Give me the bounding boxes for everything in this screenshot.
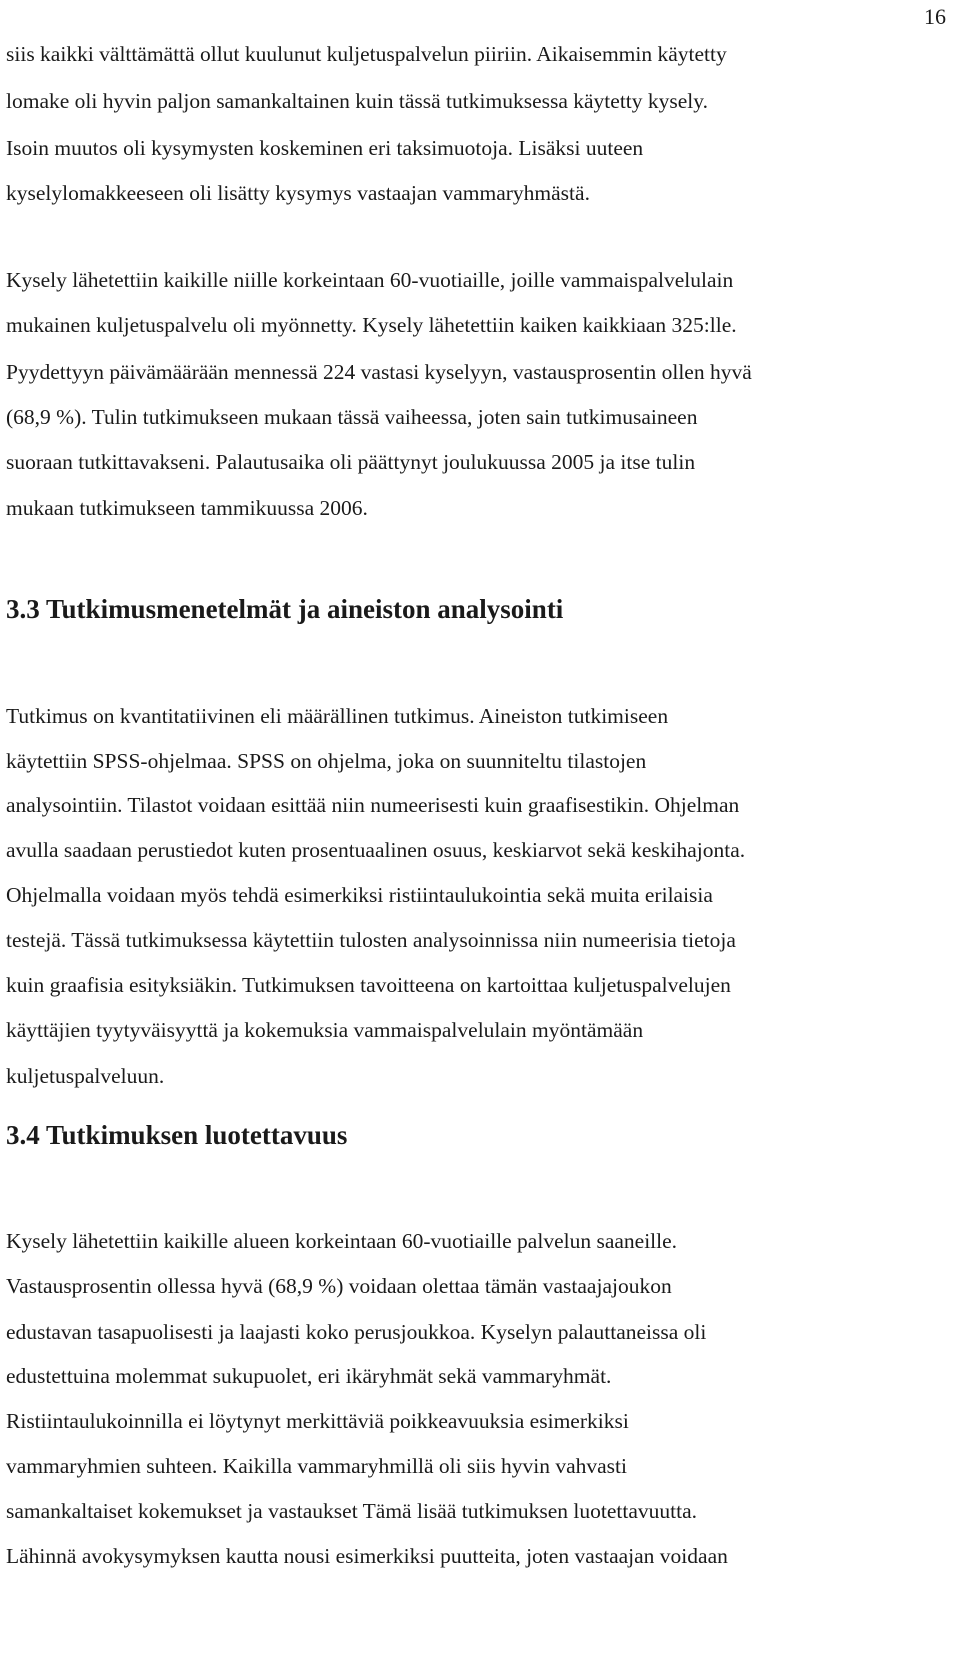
text-line: suoraan tutkittavakseni. Palautusaika oli päättynyt joulukuussa 2005 ja itse tulin (6, 450, 696, 474)
text-line: Ohjelmalla voidaan myös tehdä esimerkiksi ristiintaulukointia sekä muita erilaisia (6, 883, 713, 907)
text-line: lomake oli hyvin paljon samankaltainen kuin tässä tutkimuksessa käytetty kysely. (6, 89, 709, 113)
text-line: käyttäjien tyytyväisyyttä ja kokemuksia vammaispalvelulain myöntämään (6, 1018, 644, 1042)
text-line: avulla saadaan perustiedot kuten prosentuaalinen osuus, keskiarvot sekä keskihajonta. (6, 838, 746, 862)
text-line: kuljetuspalveluun. (6, 1064, 165, 1088)
text-line: Kysely lähetettiin kaikille niille korkeintaan 60-vuotiaille, joille vammaispalvelulain (6, 268, 734, 292)
text-line: Pyydettyyn päivämäärään mennessä 224 vastasi kyselyyn, vastausprosentin ollen hyvä (6, 360, 752, 384)
text-line: mukainen kuljetuspalvelu oli myönnetty. Kysely lähetettiin kaiken kaikkiaan 325:lle. (6, 313, 737, 337)
text-line: testejä. Tässä tutkimuksessa käytettiin tulosten analysoinnissa niin numeerisia tietoja (6, 928, 736, 952)
text-line: Isoin muutos oli kysymysten koskeminen eri taksimuotoja. Lisäksi uuteen (6, 136, 644, 160)
text-line: Vastausprosentin ollessa hyvä (68,9 %) voidaan olettaa tämän vastaajajoukon (6, 1274, 672, 1298)
text-line: siis kaikki välttämättä ollut kuulunut kuljetuspalvelun piiriin. Aikaisemmin käytetty (6, 42, 727, 66)
section-heading-3-3: 3.3 Tutkimusmenetelmät ja aineiston analysointi (6, 594, 564, 624)
page-number: 16 (924, 4, 946, 29)
text-line: Tutkimus on kvantitatiivinen eli määrällinen tutkimus. Aineiston tutkimiseen (6, 704, 669, 728)
text-line: mukaan tutkimukseen tammikuussa 2006. (6, 496, 368, 520)
text-line: kyselylomakkeeseen oli lisätty kysymys vastaajan vammaryhmästä. (6, 181, 590, 205)
text-line: käytettiin SPSS-ohjelmaa. SPSS on ohjelma, joka on suunniteltu tilastojen (6, 749, 647, 773)
text-line: samankaltaiset kokemukset ja vastaukset Tämä lisää tutkimuksen luotettavuutta. (6, 1499, 698, 1523)
text-line: (68,9 %). Tulin tutkimukseen mukaan tässä vaiheessa, joten sain tutkimusaineen (6, 405, 698, 429)
section-heading-3-4: 3.4 Tutkimuksen luotettavuus (6, 1120, 348, 1150)
text-line: Lähinnä avokysymyksen kautta nousi esimerkiksi puutteita, joten vastaajan voidaan (6, 1544, 728, 1568)
text-line: edustavan tasapuolisesti ja laajasti koko perusjoukkoa. Kyselyn palauttaneissa oli (6, 1320, 707, 1344)
text-line: analysointiin. Tilastot voidaan esittää niin numeerisesti kuin graafisestikin. Ohjelman (6, 793, 740, 817)
text-line: Ristiintaulukoinnilla ei löytynyt merkittäviä poikkeavuuksia esimerkiksi (6, 1409, 629, 1433)
text-line: kuin graafisia esityksiäkin. Tutkimuksen tavoitteena on kartoittaa kuljetuspalvelujen (6, 973, 731, 997)
text-line: vammaryhmien suhteen. Kaikilla vammaryhmillä oli siis hyvin vahvasti (6, 1454, 627, 1478)
text-line: edustettuina molemmat sukupuolet, eri ikäryhmät sekä vammaryhmät. (6, 1364, 612, 1388)
text-line: Kysely lähetettiin kaikille alueen korkeintaan 60-vuotiaille palvelun saaneille. (6, 1229, 678, 1253)
